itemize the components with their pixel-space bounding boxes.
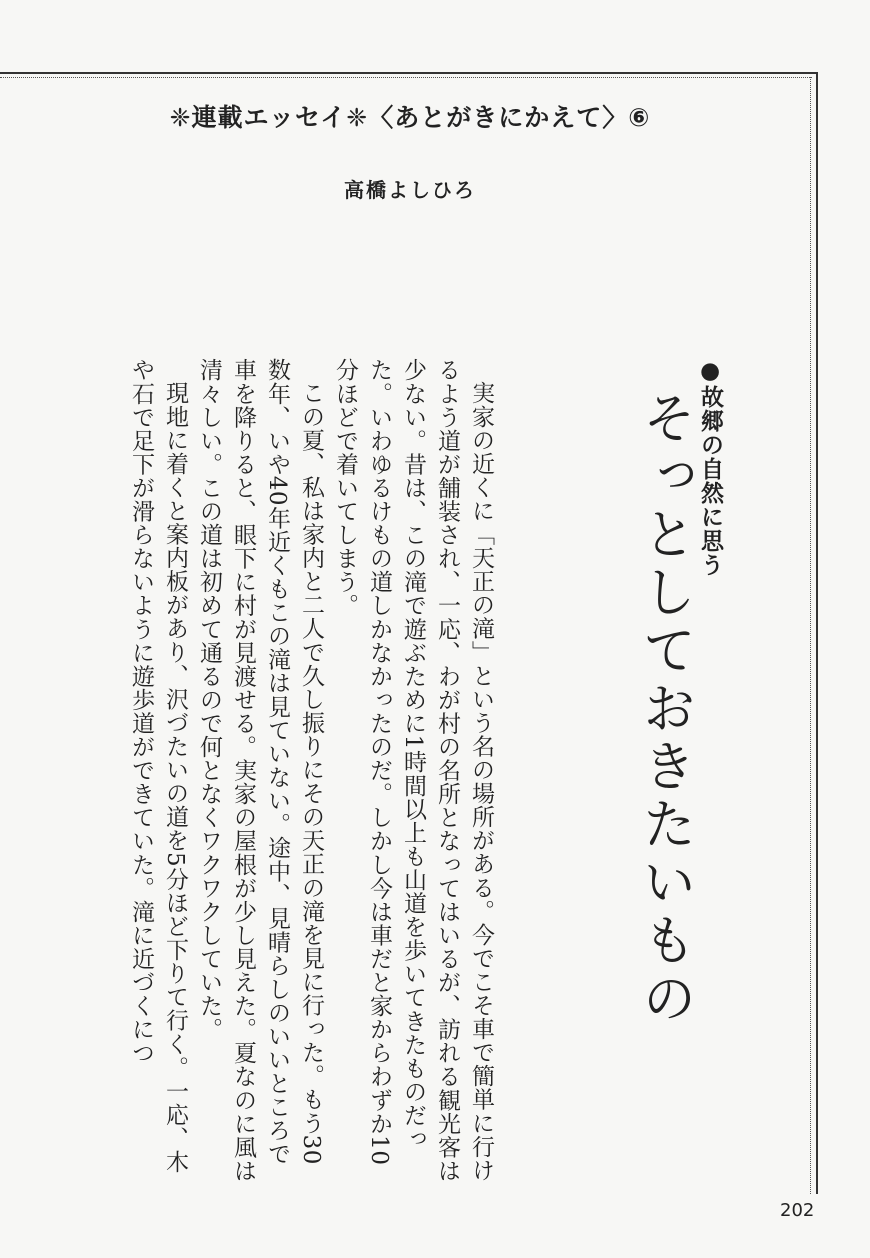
article-subtitle: ●故郷の自然に思う	[697, 358, 723, 577]
page-frame-top-inner-rule	[0, 77, 812, 78]
page-frame-right-rule	[816, 72, 818, 1194]
page-frame-right-inner-rule	[810, 77, 811, 1194]
body-paragraph: この夏、私は家内と二人で久し振りにその天正の滝を見に行った。もう30数年、いや40年近くもこの滝は見ていない。途中、見晴らしのいいところで車を降りると、眼下に村が見渡せる。実家の屋根が少し見えた。夏なのに風は清々しい。この道は初めて通るので何となくワクワクしていた。	[196, 358, 324, 1183]
series-title: ❈連載エッセイ❈〈あとがきにかえて〉⑥	[169, 103, 651, 132]
article-body	[22, 358, 498, 1188]
page-number: 202	[780, 1200, 815, 1221]
author-name: 高橋よしひろ	[344, 178, 476, 202]
article-title: そっとしておきたいもの	[634, 390, 697, 1028]
body-paragraph: 実家の近くに「天正の滝」という名の場所がある。今でこそ車で簡単に行けるよう道が舗装され、一応、わが村の名所となってはいるが、訪れる観光客は少ない。昔は、この滝で遊ぶために1時間以上も山道を歩いてきたものだった。いわゆるけもの道しかなかったのだ。しかし今は車だと家からわずか10分ほどで着いてしまう。	[332, 358, 494, 1183]
page-frame-top-rule	[0, 72, 818, 74]
body-paragraph: 現地に着くと案内板があり、沢づたいの道を5分ほど下りて行く。一応、木や石で足下が滑らないように遊歩道ができていた。滝に近づくにつ	[128, 358, 188, 1174]
